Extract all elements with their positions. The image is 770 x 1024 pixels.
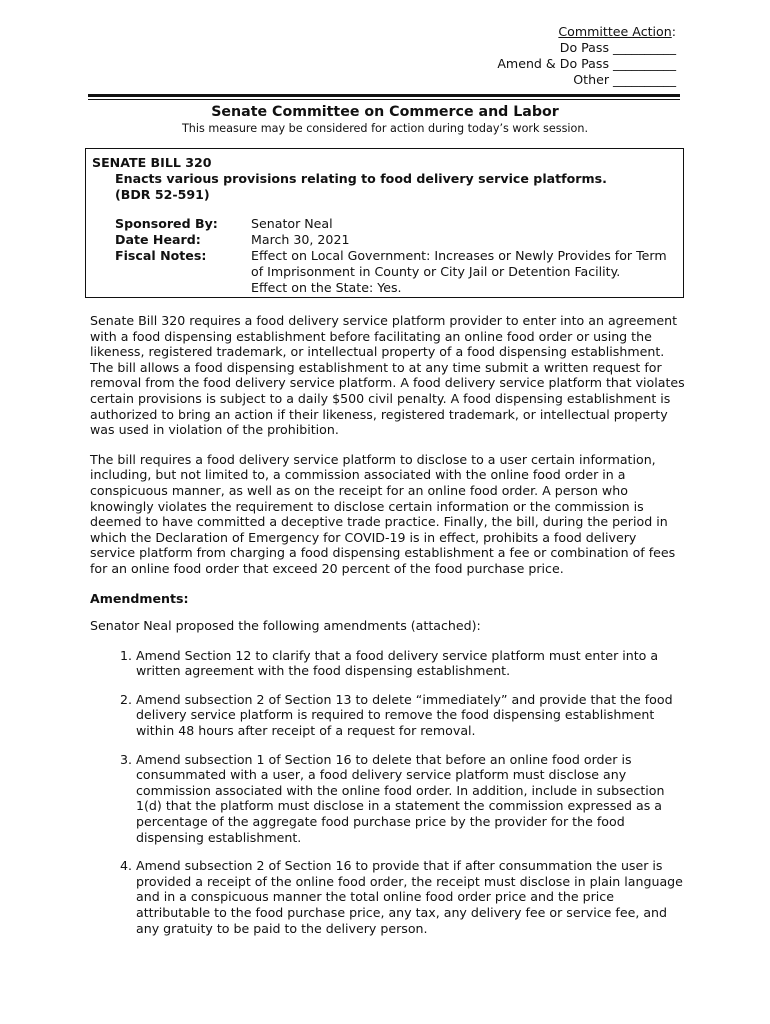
amendments-intro: Senator Neal proposed the following amendments (attached):: [90, 618, 481, 634]
committee-subtitle: This measure may be considered for action during today’s work session.: [181, 122, 589, 135]
header-divider-thin: [88, 99, 680, 100]
meta-row: [115, 232, 681, 248]
paragraph: The bill requires a food delivery service platform to disclose to a user certain information, including, but not limited to, a commission associated with the online food order in a conspicuous manner, as well as on the receipt for an online food order. A person who knowingly violates the requirement to disclose certain information or the commission is deemed to have committed a deceptive trade practice. Finally, the bill, during the period in which the Declaration of Emergency for COVID-19 is in effect, prohibits a food delivery service platform from charging a food dispensing establishment a fee or combination of fees for an online food order that exceed 20 percent of the food purchase price.: [90, 451, 676, 576]
amendments-heading: Amendments:: [90, 590, 189, 606]
other-line: Other __________: [573, 72, 676, 87]
bill-summary: Enacts various provisions relating to food delivery service platforms.: [115, 171, 607, 186]
bill-bdr: (BDR 52-591): [115, 187, 210, 202]
meta-key: Sponsored By:: [115, 216, 218, 231]
meta-row: [115, 216, 681, 232]
meta-key: Fiscal Notes:: [115, 248, 207, 263]
meta-key: [115, 280, 251, 296]
paragraph: Senate Bill 320 requires a food delivery service platform provider to enter into an agreement with a food dispensing establishment before facilitating an online food order or using the likeness, registered trademark, or intellectual property of a food dispensing establishment. The bill allows a food dispensing establishment to at any time submit a written request for removal from the food delivery service platform. A food delivery service platform that violates certain provisions is subject to a daily $500 civil penalty. A food dispensing establishment is authorized to bring an action if their likeness, registered trademark, or intellectual property was used in violation of the prohibition.: [90, 313, 685, 438]
amendment-item: 2. Amend subsection 2 of Section 13 to delete “immediately” and provide that the food delivery service platform is required to remove the food dispensing establishment within 48 hours after receipt of a request for removal.: [136, 692, 685, 739]
meta-key: Date Heard:: [115, 232, 201, 247]
amendment-item: 4. Amend subsection 2 of Section 16 to provide that if after consummation the user is provided a receipt of the online food order, the receipt must disclose in plain language and in a conspicuous manner the total online food order price and the price attributable to the food purchase price, any tax, any delivery fee or service fee, and any gratuity to be paid to the delivery person.: [136, 858, 685, 936]
committee-action-block: [497, 24, 676, 88]
bill-number: SENATE BILL 320: [92, 155, 212, 170]
meta-row: [115, 280, 681, 296]
header-divider-thick: [88, 94, 680, 97]
meta-value: March 30, 2021: [251, 232, 350, 247]
document-body: [90, 313, 685, 949]
committee-action-heading: Committee Action:: [558, 24, 676, 39]
bill-meta: [115, 216, 681, 296]
meta-value: Effect on the State: Yes.: [251, 280, 402, 295]
amendment-item: 3. Amend subsection 1 of Section 16 to delete that before an online food order is consummated with a user, a food delivery service platform must disclose any commission associated with the online food order. In addition, include in subsection 1(d) that the platform must disclose in a statement the commission expressed as a percentage of the aggregate food purchase price by the provider for the food dispensing establishment.: [136, 752, 685, 846]
amend-do-pass-line: Amend & Do Pass __________: [497, 56, 676, 71]
meta-value: Effect on Local Government: Increases or Newly Provides for Term of Imprisonment in County or City Jail or Detention Facility.: [251, 248, 667, 279]
committee-title: Senate Committee on Commerce and Labor: [211, 104, 559, 120]
amendment-item: 1. Amend Section 12 to clarify that a food delivery service platform must enter into a written agreement with the food dispensing establishment.: [136, 648, 685, 679]
bill-summary-box: [85, 148, 684, 298]
meta-value: Senator Neal: [251, 216, 333, 231]
amendments-list: [90, 648, 685, 937]
do-pass-line: Do Pass __________: [559, 40, 676, 55]
meta-row: [115, 248, 681, 280]
